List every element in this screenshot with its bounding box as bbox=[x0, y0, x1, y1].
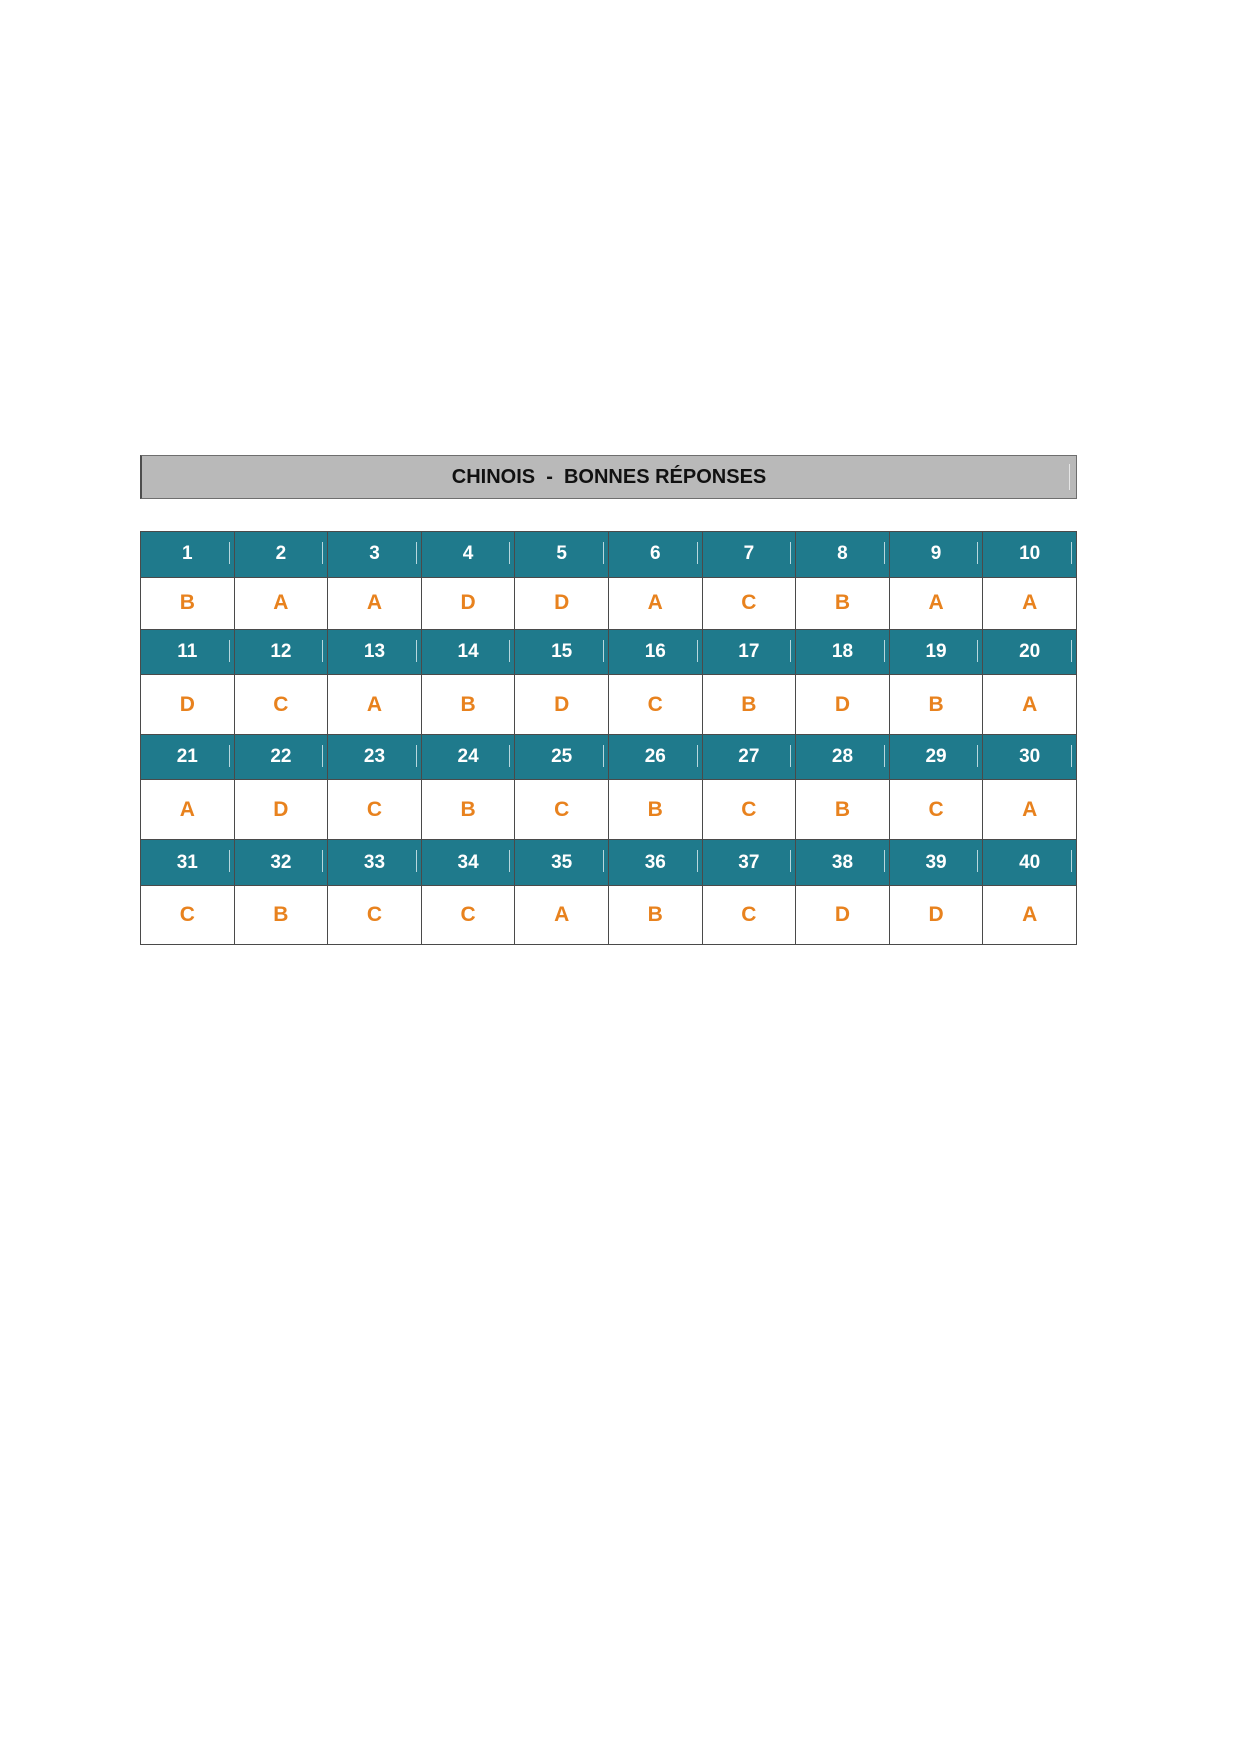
question-number: 6 bbox=[649, 543, 661, 565]
question-number: 33 bbox=[363, 851, 386, 873]
question-number: 36 bbox=[644, 851, 666, 873]
answer-cell: B bbox=[421, 675, 515, 735]
cell-divider bbox=[790, 850, 791, 872]
cell-divider bbox=[322, 850, 323, 872]
cell-divider bbox=[322, 745, 323, 767]
question-number: 7 bbox=[743, 543, 755, 565]
title-text: CHINOIS - BONNES RÉPONSES bbox=[451, 465, 767, 488]
cell-divider bbox=[697, 542, 698, 564]
cell-divider bbox=[697, 850, 698, 872]
cell-divider bbox=[884, 850, 885, 872]
question-number-row bbox=[141, 735, 1077, 780]
question-number: 37 bbox=[738, 851, 760, 873]
answer-cell: D bbox=[234, 780, 328, 840]
cell-divider bbox=[322, 640, 323, 662]
question-number: 34 bbox=[457, 851, 479, 873]
answer-cell: B bbox=[608, 780, 702, 840]
question-number: 23 bbox=[363, 746, 386, 768]
answer-cell: C bbox=[421, 885, 515, 944]
question-number-cell bbox=[141, 629, 235, 675]
cell-divider bbox=[603, 850, 604, 872]
answer-row bbox=[141, 675, 1077, 735]
question-number-cell bbox=[421, 532, 515, 578]
answer-cell: B bbox=[421, 780, 515, 840]
answer-cell: A bbox=[983, 780, 1077, 840]
question-number: 14 bbox=[457, 641, 479, 663]
question-number-cell bbox=[889, 629, 983, 675]
question-number: 20 bbox=[1019, 641, 1041, 663]
question-number-cell bbox=[702, 840, 796, 886]
question-number-cell bbox=[889, 840, 983, 886]
answer-cell: B bbox=[141, 577, 235, 629]
question-number: 1 bbox=[182, 543, 193, 565]
question-number-cell bbox=[702, 629, 796, 675]
answer-cell: D bbox=[515, 675, 609, 735]
answer-cell: A bbox=[608, 577, 702, 629]
question-number: 35 bbox=[551, 851, 573, 873]
answer-cell: D bbox=[889, 885, 983, 944]
cell-divider bbox=[884, 640, 885, 662]
question-number-cell bbox=[234, 629, 328, 675]
question-number-cell bbox=[234, 840, 328, 886]
answer-cell: A bbox=[889, 577, 983, 629]
cell-divider bbox=[229, 745, 230, 767]
cell-divider bbox=[1071, 542, 1072, 564]
question-number: 25 bbox=[551, 746, 573, 768]
cell-divider bbox=[603, 745, 604, 767]
question-number-cell bbox=[983, 840, 1077, 886]
question-number: 24 bbox=[457, 746, 479, 768]
answer-cell: C bbox=[234, 675, 328, 735]
answer-cell: A bbox=[983, 675, 1077, 735]
question-number-cell bbox=[234, 532, 328, 578]
answer-cell: D bbox=[421, 577, 515, 629]
cell-divider bbox=[322, 542, 323, 564]
question-number-cell bbox=[515, 840, 609, 886]
cell-divider bbox=[1071, 850, 1072, 872]
page-title bbox=[140, 455, 1077, 499]
question-number: 9 bbox=[930, 543, 942, 565]
question-number: 40 bbox=[1019, 851, 1041, 873]
question-number-cell bbox=[796, 735, 890, 780]
answer-cell: C bbox=[515, 780, 609, 840]
cell-divider bbox=[229, 640, 230, 662]
cell-divider bbox=[790, 745, 791, 767]
question-number: 21 bbox=[176, 746, 198, 768]
question-number: 13 bbox=[363, 641, 386, 663]
answer-row bbox=[141, 885, 1077, 944]
question-number: 27 bbox=[738, 746, 760, 768]
cell-divider bbox=[416, 745, 417, 767]
cell-divider bbox=[1071, 640, 1072, 662]
question-number: 2 bbox=[275, 543, 287, 565]
cell-divider bbox=[1071, 745, 1072, 767]
question-number-cell bbox=[421, 629, 515, 675]
question-number: 39 bbox=[925, 851, 947, 873]
question-number: 22 bbox=[270, 746, 292, 768]
answer-cell: D bbox=[796, 885, 890, 944]
question-number-cell bbox=[515, 629, 609, 675]
cell-divider bbox=[790, 542, 791, 564]
question-number: 18 bbox=[831, 641, 854, 663]
question-number-cell bbox=[796, 629, 890, 675]
question-number-cell bbox=[796, 532, 890, 578]
answer-key-body bbox=[141, 532, 1077, 945]
question-number-cell bbox=[234, 735, 328, 780]
question-number: 8 bbox=[837, 543, 848, 565]
answer-cell: B bbox=[796, 780, 890, 840]
question-number-cell bbox=[141, 735, 235, 780]
question-number-cell bbox=[983, 532, 1077, 578]
question-number: 16 bbox=[644, 641, 666, 663]
answer-cell: A bbox=[983, 577, 1077, 629]
question-number-cell bbox=[608, 629, 702, 675]
question-number-cell bbox=[796, 840, 890, 886]
question-number-cell bbox=[702, 735, 796, 780]
question-number-cell bbox=[421, 840, 515, 886]
answer-key-table bbox=[140, 531, 1077, 945]
answer-cell: B bbox=[889, 675, 983, 735]
question-number-cell bbox=[328, 735, 422, 780]
answer-cell: A bbox=[983, 885, 1077, 944]
question-number-cell bbox=[141, 840, 235, 886]
cell-divider bbox=[509, 745, 510, 767]
question-number: 17 bbox=[738, 641, 760, 663]
question-number-cell bbox=[141, 532, 235, 578]
answer-cell: C bbox=[328, 885, 422, 944]
cell-divider bbox=[603, 542, 604, 564]
answer-row bbox=[141, 780, 1077, 840]
answer-cell: D bbox=[796, 675, 890, 735]
question-number-cell bbox=[328, 629, 422, 675]
question-number: 10 bbox=[1019, 543, 1041, 565]
answer-cell: B bbox=[608, 885, 702, 944]
cell-divider bbox=[416, 850, 417, 872]
answer-cell: C bbox=[702, 885, 796, 944]
cell-divider bbox=[697, 745, 698, 767]
answer-cell: C bbox=[328, 780, 422, 840]
question-number: 32 bbox=[270, 851, 292, 873]
cell-divider bbox=[884, 542, 885, 564]
answer-cell: C bbox=[608, 675, 702, 735]
answer-cell: D bbox=[141, 675, 235, 735]
cell-divider bbox=[977, 850, 978, 872]
question-number: 38 bbox=[831, 851, 854, 873]
cell-divider bbox=[229, 542, 230, 564]
question-number: 12 bbox=[270, 641, 292, 663]
cell-divider bbox=[509, 850, 510, 872]
answer-cell: A bbox=[234, 577, 328, 629]
answer-cell: A bbox=[328, 577, 422, 629]
answer-cell: C bbox=[141, 885, 235, 944]
question-number: 31 bbox=[176, 851, 198, 873]
question-number: 19 bbox=[925, 641, 947, 663]
cell-divider bbox=[509, 640, 510, 662]
cell-divider bbox=[416, 640, 417, 662]
cell-divider bbox=[509, 542, 510, 564]
answer-cell: C bbox=[889, 780, 983, 840]
question-number-cell bbox=[608, 532, 702, 578]
answer-cell: A bbox=[515, 885, 609, 944]
answer-cell: B bbox=[234, 885, 328, 944]
question-number: 4 bbox=[462, 543, 474, 565]
cell-divider bbox=[603, 640, 604, 662]
question-number-row bbox=[141, 629, 1077, 675]
answer-cell: A bbox=[141, 780, 235, 840]
question-number-cell bbox=[515, 532, 609, 578]
question-number-cell bbox=[328, 840, 422, 886]
question-number-cell bbox=[515, 735, 609, 780]
question-number-cell bbox=[608, 735, 702, 780]
question-number-row bbox=[141, 532, 1077, 578]
question-number-cell bbox=[702, 532, 796, 578]
cell-divider bbox=[884, 745, 885, 767]
question-number-cell bbox=[328, 532, 422, 578]
answer-cell: B bbox=[796, 577, 890, 629]
cell-divider bbox=[977, 542, 978, 564]
answer-cell: A bbox=[328, 675, 422, 735]
answer-cell: D bbox=[515, 577, 609, 629]
cell-divider bbox=[416, 542, 417, 564]
cell-divider bbox=[790, 640, 791, 662]
question-number: 28 bbox=[831, 746, 854, 768]
cell-divider bbox=[977, 745, 978, 767]
question-number-cell bbox=[983, 629, 1077, 675]
cell-divider bbox=[697, 640, 698, 662]
question-number: 11 bbox=[177, 641, 198, 663]
cell-divider bbox=[229, 850, 230, 872]
answer-row bbox=[141, 577, 1077, 629]
question-number: 15 bbox=[551, 641, 573, 663]
cell-divider bbox=[977, 640, 978, 662]
question-number: 5 bbox=[556, 543, 567, 565]
question-number-cell bbox=[608, 840, 702, 886]
question-number-row bbox=[141, 840, 1077, 886]
title-edge-mark bbox=[1069, 464, 1070, 490]
answer-cell: C bbox=[702, 577, 796, 629]
question-number-cell bbox=[983, 735, 1077, 780]
question-number-cell bbox=[889, 735, 983, 780]
answer-cell: C bbox=[702, 780, 796, 840]
question-number-cell bbox=[889, 532, 983, 578]
question-number: 26 bbox=[644, 746, 666, 768]
answer-cell: B bbox=[702, 675, 796, 735]
question-number: 29 bbox=[925, 746, 947, 768]
question-number: 30 bbox=[1019, 746, 1041, 768]
question-number: 3 bbox=[369, 543, 380, 565]
question-number-cell bbox=[421, 735, 515, 780]
